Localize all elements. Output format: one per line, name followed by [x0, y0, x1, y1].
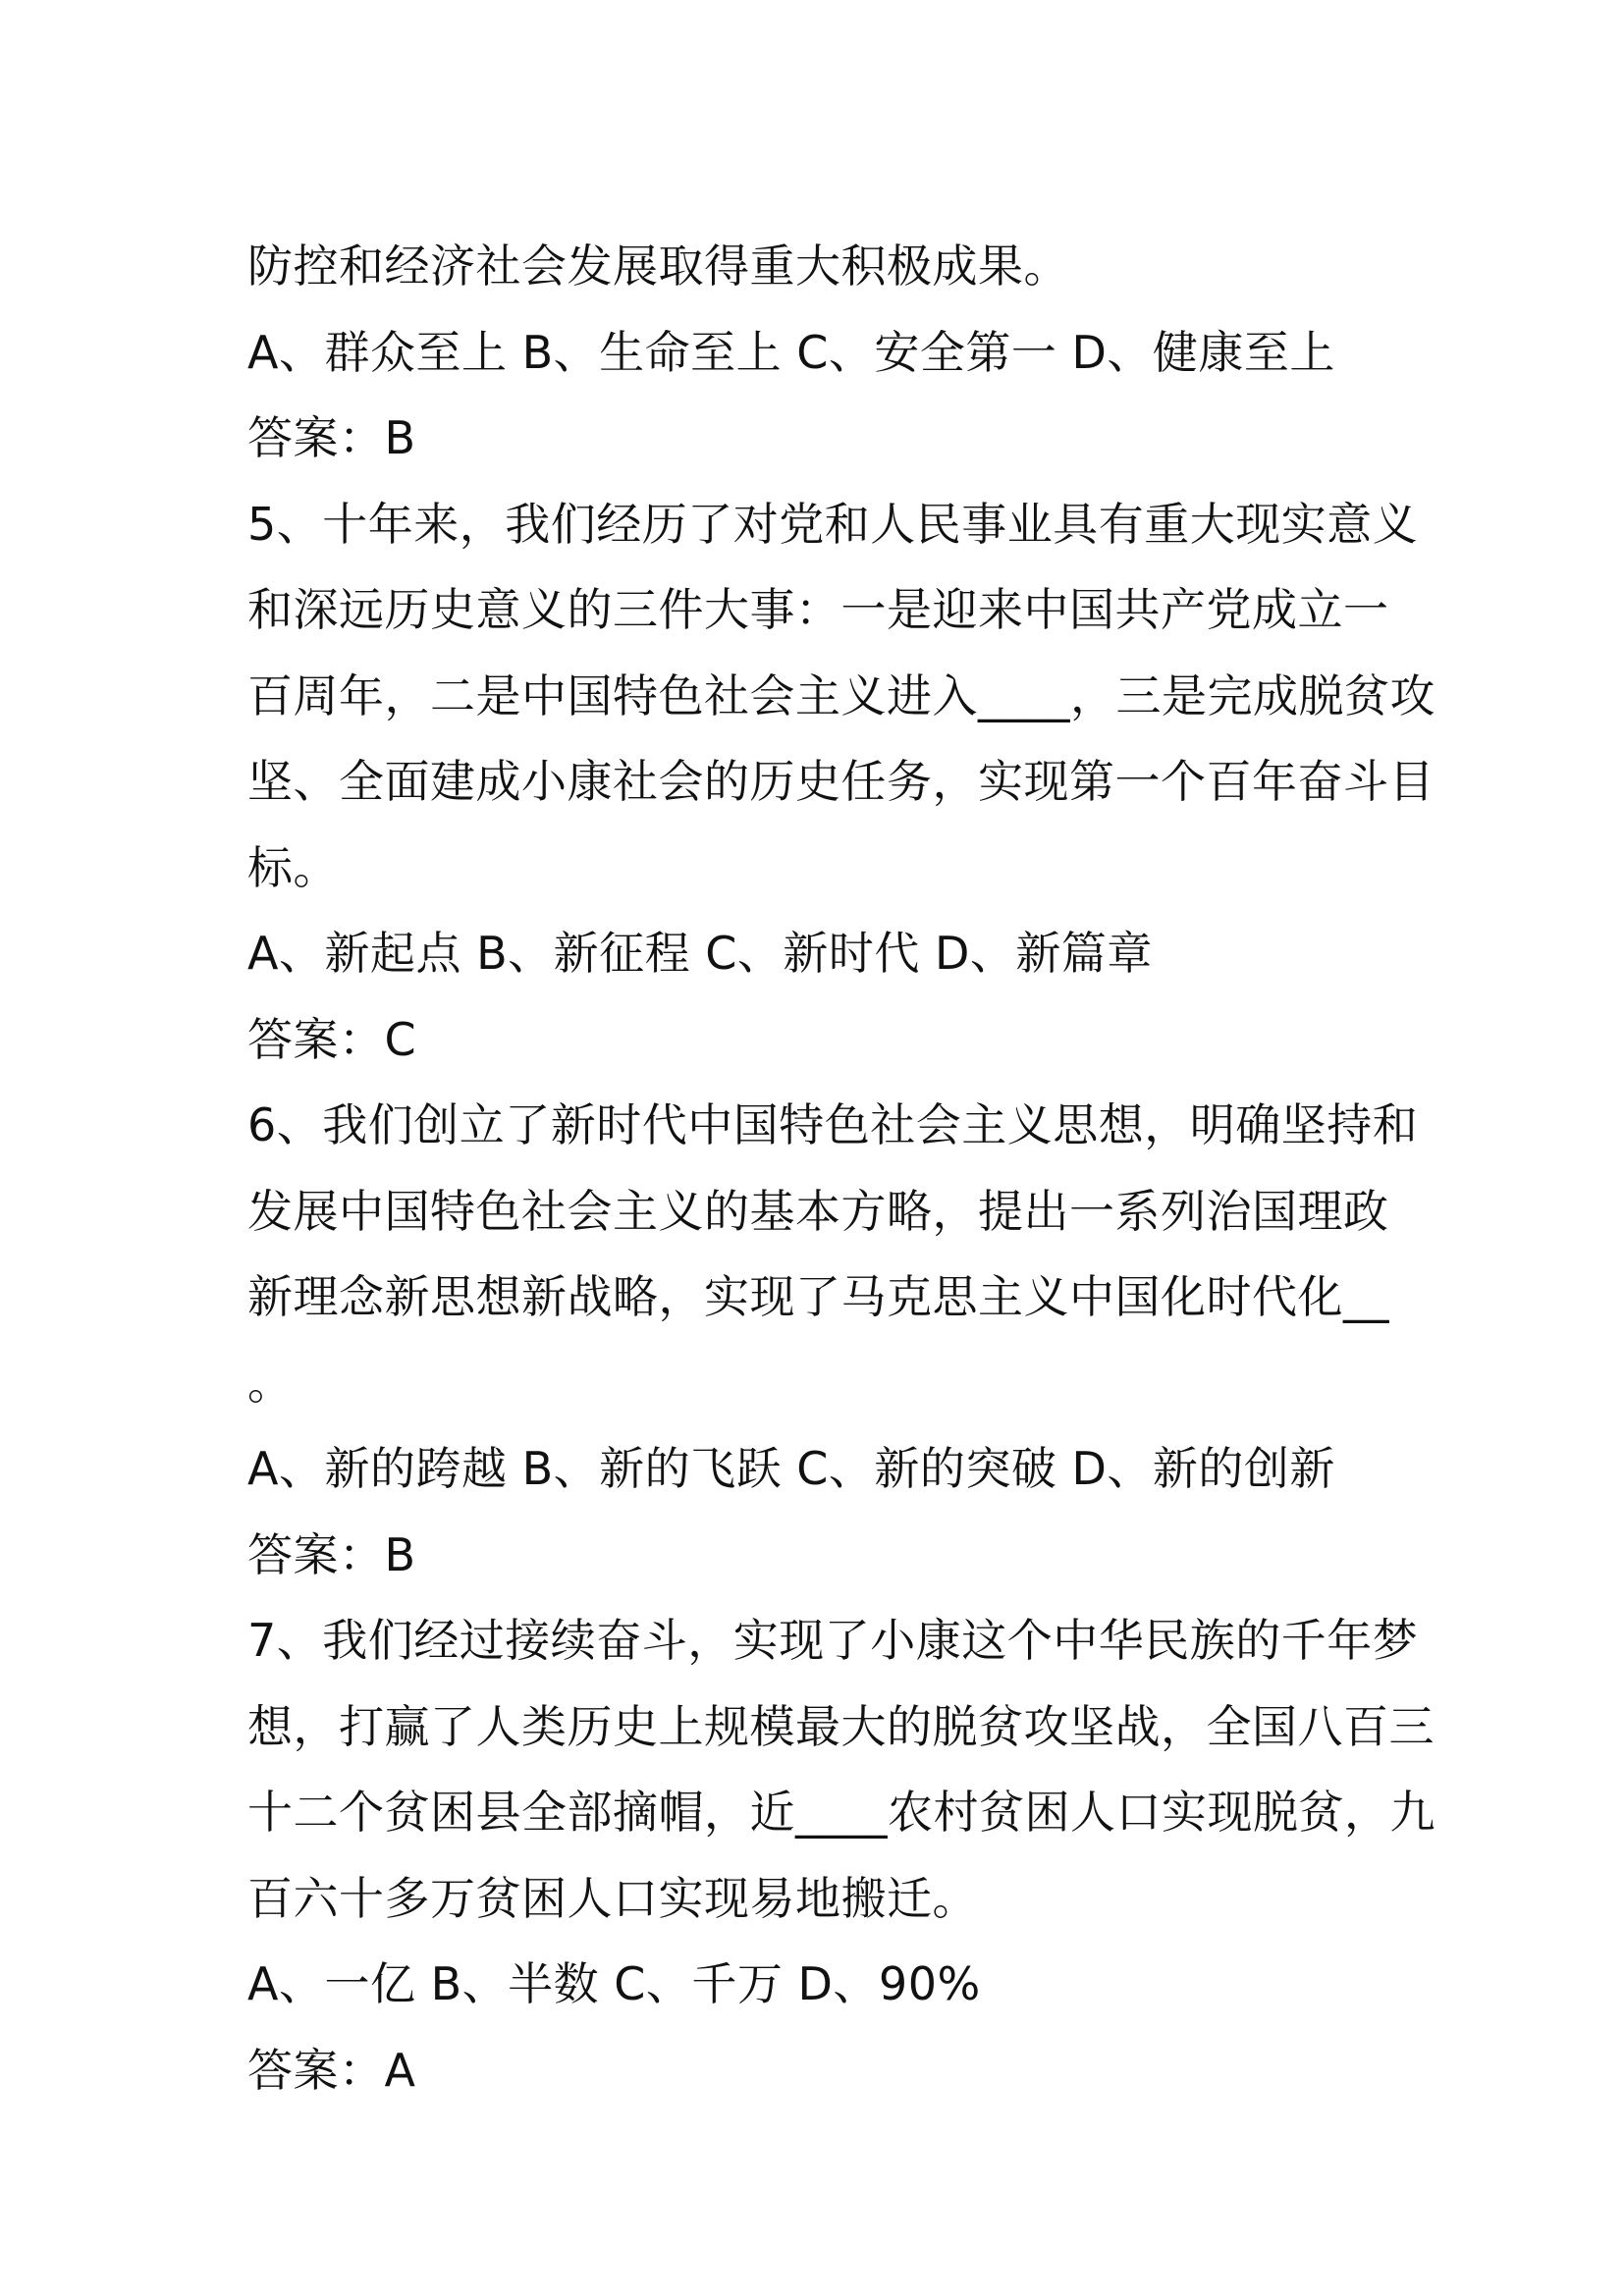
q7-answer: 答案：A — [247, 2043, 416, 2097]
q7-text-line-1: 7、我们经过接续奋斗，实现了小康这个中华民族的千年梦 — [247, 1614, 1419, 1667]
q5-text-line-4: 坚、全面建成小康社会的历史任务，实现第一个百年奋斗目 — [247, 755, 1435, 808]
q6-text-line-2: 发展中国特色社会主义的基本方略，提出一系列治国理政 — [247, 1184, 1389, 1238]
q7-text-line-3: 十二个贫困县全部摘帽，近____农村贫困人口实现脱贫，九 — [247, 1786, 1435, 1839]
q4-text-end: 防控和经济社会发展取得重大积极成果。 — [247, 240, 1069, 293]
q6-options: A、新的跨越 B、新的飞跃 C、新的突破 D、新的创新 — [247, 1442, 1335, 1495]
q6-text-line-1: 6、我们创立了新时代中国特色社会主义思想，明确坚持和 — [247, 1098, 1419, 1151]
q7-options: A、一亿 B、半数 C、千万 D、90% — [247, 1957, 981, 2010]
q5-text-line-1: 5、十年来，我们经历了对党和人民事业具有重大现实意义 — [247, 497, 1419, 551]
q4-answer: 答案：B — [247, 411, 416, 464]
q5-options: A、新起点 B、新征程 C、新时代 D、新篇章 — [247, 927, 1153, 980]
document-text — [247, 224, 1435, 2113]
q5-text-line-2: 和深远历史意义的三件大事：一是迎来中国共产党成立一 — [247, 583, 1389, 636]
q5-text-line-5: 标。 — [247, 840, 339, 894]
q7-text-line-2: 想，打赢了人类历史上规模最大的脱贫攻坚战，全国八百三 — [247, 1699, 1435, 1753]
q5-text-line-3: 百周年，二是中国特色社会主义进入____，三是完成脱贫攻 — [247, 668, 1435, 722]
q6-answer: 答案：B — [247, 1527, 416, 1581]
q6-text-line-3: 新理念新思想新战略，实现了马克思主义中国化时代化__ — [247, 1270, 1389, 1323]
q7-text-line-4: 百六十多万贫困人口实现易地搬迁。 — [247, 1871, 978, 1925]
q4-options: A、群众至上 B、生命至上 C、安全第一 D、健康至上 — [247, 325, 1335, 379]
q5-answer: 答案：C — [247, 1012, 417, 1066]
q6-text-line-4: 。 — [247, 1356, 294, 1410]
